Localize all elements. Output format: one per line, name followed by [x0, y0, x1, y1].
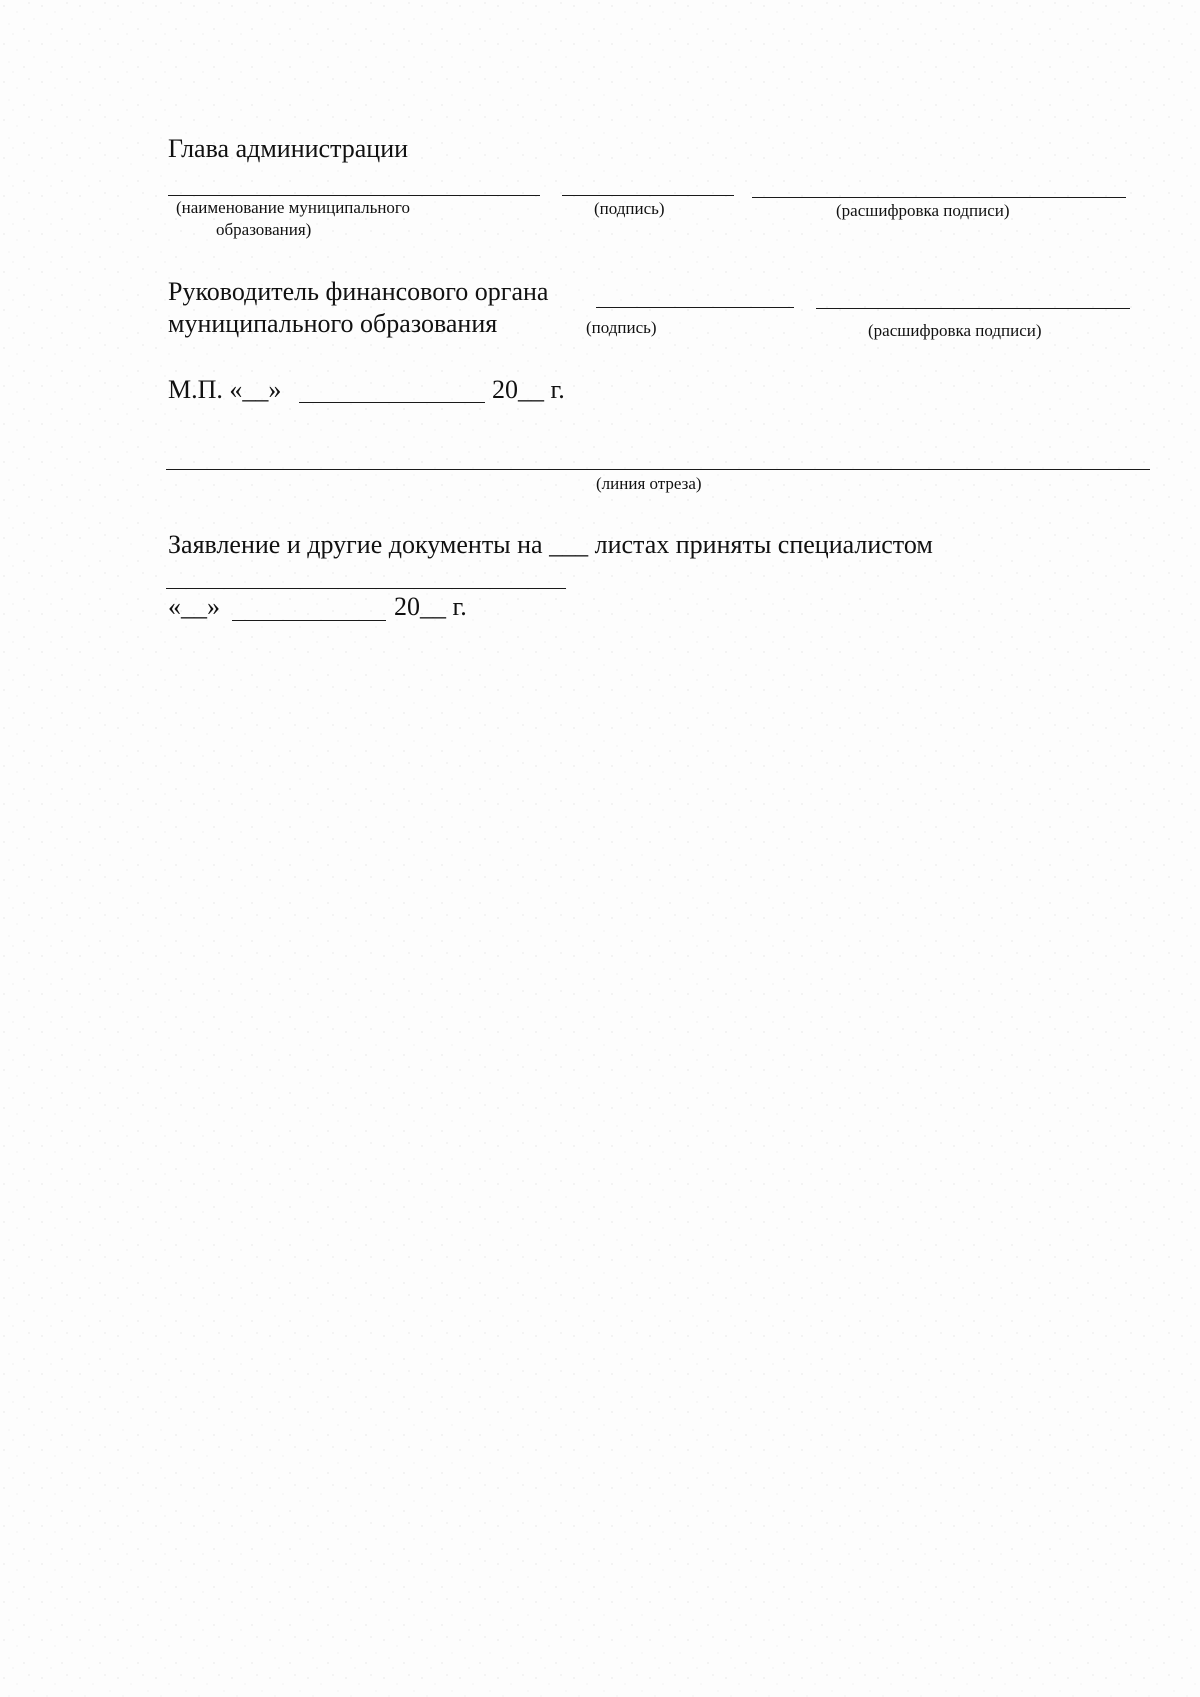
receipt-date-prefix: «__» — [168, 592, 220, 621]
head-signature-caption: (подпись) — [594, 199, 665, 218]
seal-date-month-line — [299, 402, 485, 403]
head-decoding-caption: (расшифровка подписи) — [836, 201, 1010, 220]
seal-date-prefix: М.П. «__» — [168, 375, 282, 404]
seal-date-year: 20__ г. — [492, 375, 565, 404]
finance-decoding-line — [816, 308, 1130, 309]
finance-signature-line — [596, 307, 794, 308]
finance-decoding-caption: (расшифровка подписи) — [868, 321, 1042, 340]
receipt-date-year: 20__ г. — [394, 592, 467, 621]
finance-head-title-line2: муниципального образования — [168, 309, 498, 338]
cut-line-caption: (линия отреза) — [596, 474, 702, 493]
head-decoding-line — [752, 197, 1126, 198]
municipality-name-line — [168, 195, 540, 196]
head-signature-line — [562, 195, 734, 196]
specialist-name-line — [166, 588, 566, 589]
municipality-caption-line1: (наименование муниципального — [176, 198, 410, 217]
receipt-date-month-line — [232, 620, 386, 621]
finance-head-title-line1: Руководитель финансового органа — [168, 277, 549, 306]
municipality-caption-line2: образования) — [216, 220, 312, 239]
finance-signature-caption: (подпись) — [586, 318, 657, 337]
receipt-statement: Заявление и другие документы на ___ листах приняты специалистом — [168, 530, 933, 559]
cut-line — [166, 469, 1150, 470]
head-of-administration-title: Глава администрации — [168, 134, 409, 163]
